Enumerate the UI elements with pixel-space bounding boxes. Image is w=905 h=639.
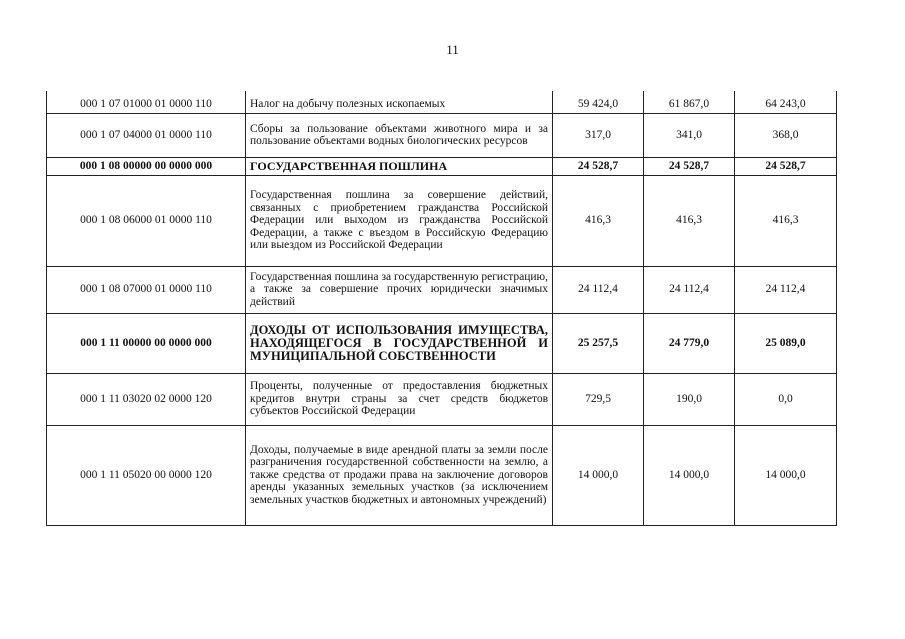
revenue-name: ДОХОДЫ ОТ ИСПОЛЬЗОВАНИЯ ИМУЩЕСТВА, НАХОДЯЩЕГОСЯ В ГОСУДАРСТВЕННОЙ И МУНИЦИПАЛЬНОЙ СОБСТВЕННОСТИ xyxy=(246,313,553,373)
revenue-name: Проценты, полученные от предоставления бюджетных кредитов внутри страны за счет средств бюджетов субъектов Российской Федерации xyxy=(246,373,553,425)
table-row xyxy=(47,91,837,113)
value-col-1: 14 000,0 xyxy=(553,425,644,525)
table-row xyxy=(47,266,837,313)
value-col-2: 190,0 xyxy=(644,373,735,425)
budget-code: 000 1 11 03020 02 0000 120 xyxy=(47,373,246,425)
value-col-3: 368,0 xyxy=(735,113,837,157)
value-col-1: 24 112,4 xyxy=(553,266,644,313)
value-col-3: 64 243,0 xyxy=(735,91,837,113)
revenue-name: Налог на добычу полезных ископаемых xyxy=(246,91,553,113)
value-col-2: 61 867,0 xyxy=(644,91,735,113)
value-col-2: 24 528,7 xyxy=(644,157,735,175)
budget-code: 000 1 11 00000 00 0000 000 xyxy=(47,313,246,373)
revenue-name: Государственная пошлина за государственную регистрацию, а также за совершение прочих юридически значимых действий xyxy=(246,266,553,313)
value-col-3: 0,0 xyxy=(735,373,837,425)
value-col-1: 416,3 xyxy=(553,175,644,266)
page-number: 11 xyxy=(446,42,459,57)
revenue-name: Сборы за пользование объектами животного мира и за пользование объектами водных биологических ресурсов xyxy=(246,113,553,157)
value-col-1: 729,5 xyxy=(553,373,644,425)
budget-code: 000 1 08 06000 01 0000 110 xyxy=(47,175,246,266)
table-row xyxy=(47,157,837,175)
budget-code: 000 1 08 00000 00 0000 000 xyxy=(47,157,246,175)
value-col-1: 24 528,7 xyxy=(553,157,644,175)
table-row xyxy=(47,113,837,157)
table-row xyxy=(47,175,837,266)
value-col-1: 59 424,0 xyxy=(553,91,644,113)
value-col-2: 24 779,0 xyxy=(644,313,735,373)
value-col-2: 416,3 xyxy=(644,175,735,266)
value-col-3: 14 000,0 xyxy=(735,425,837,525)
budget-code: 000 1 11 05020 00 0000 120 xyxy=(47,425,246,525)
value-col-3: 24 112,4 xyxy=(735,266,837,313)
value-col-2: 24 112,4 xyxy=(644,266,735,313)
value-col-3: 24 528,7 xyxy=(735,157,837,175)
revenue-table xyxy=(46,91,837,526)
revenue-name: Доходы, получаемые в виде арендной платы за земли после разграничения государственной собственности на землю, а также средства от продажи права на заключение договоров аренды указанных земельных участков (за исключением земельных участков бюджетных и автономных учреждений) xyxy=(246,425,553,525)
budget-code: 000 1 07 04000 01 0000 110 xyxy=(47,113,246,157)
revenue-name: Государственная пошлина за совершение действий, связанных с приобретением гражданства Российской Федерации или выходом из гражданства Российской Федерации, а также с въездом в Российскую Федерацию или выездом из Российской Федерации xyxy=(246,175,553,266)
value-col-1: 317,0 xyxy=(553,113,644,157)
table-row xyxy=(47,313,837,373)
value-col-1: 25 257,5 xyxy=(553,313,644,373)
table-row xyxy=(47,425,837,525)
value-col-3: 416,3 xyxy=(735,175,837,266)
value-col-2: 341,0 xyxy=(644,113,735,157)
budget-code: 000 1 08 07000 01 0000 110 xyxy=(47,266,246,313)
budget-code: 000 1 07 01000 01 0000 110 xyxy=(47,91,246,113)
value-col-3: 25 089,0 xyxy=(735,313,837,373)
table-row xyxy=(47,373,837,425)
value-col-2: 14 000,0 xyxy=(644,425,735,525)
revenue-name: ГОСУДАРСТВЕННАЯ ПОШЛИНА xyxy=(246,157,553,175)
